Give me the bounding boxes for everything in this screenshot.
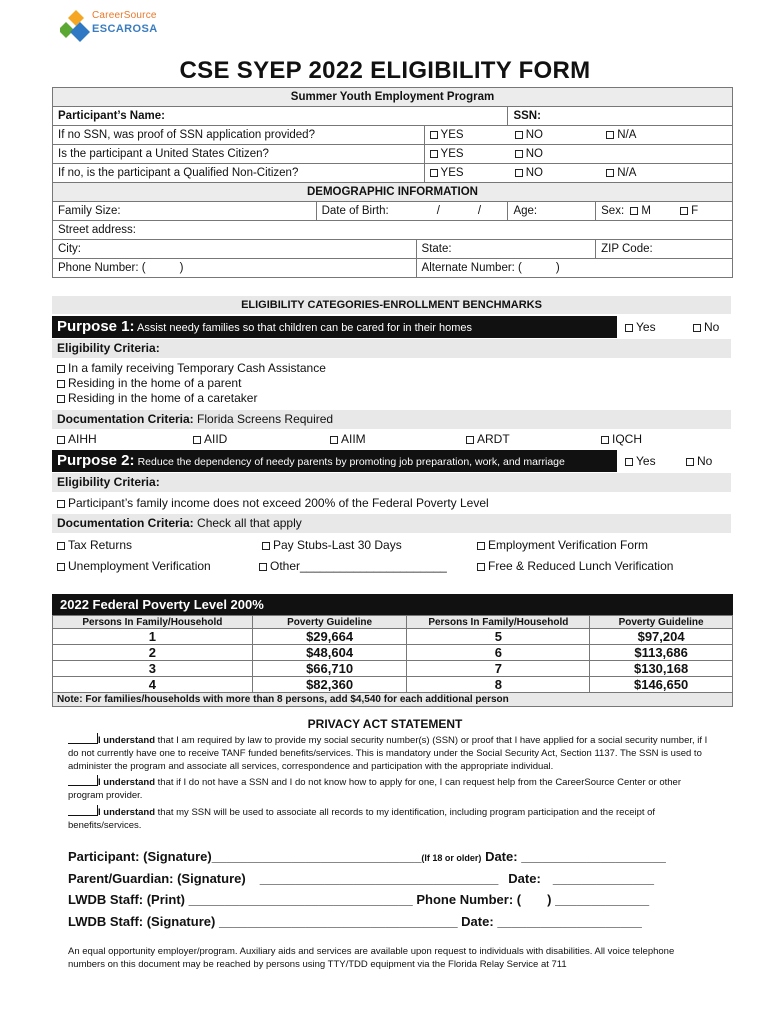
answer-row-1	[424, 126, 732, 145]
fpl-title: 2022 Federal Poverty Level 200%	[52, 594, 733, 616]
checkbox-icon	[57, 395, 65, 403]
checkbox-icon	[330, 436, 338, 444]
checkbox-icon	[515, 131, 523, 139]
checkbox-icon	[57, 542, 65, 550]
checkbox-icon	[57, 380, 65, 388]
doc-pay-stubs[interactable]: Pay Stubs-Last 30 Days	[262, 538, 402, 552]
checkbox-icon	[430, 150, 438, 158]
page-title: CSE SYEP 2022 ELIGIBILITY FORM	[179, 57, 591, 84]
fpl-cell: 7	[407, 661, 590, 677]
fpl-cell: $48,604	[252, 645, 407, 661]
eligibility-heading: ELIGIBILITY CATEGORIES-ENROLLMENT BENCHMARKS	[52, 296, 731, 314]
sex-m-checkbox[interactable]	[630, 207, 638, 215]
doc-iqch[interactable]: IQCH	[601, 432, 642, 446]
fpl-cell: $113,686	[590, 645, 733, 661]
family-size-field[interactable]: Family Size:	[53, 202, 317, 221]
fpl-col-persons: Persons In Family/Household	[407, 616, 590, 629]
fpl-col-guideline: Poverty Guideline	[252, 616, 407, 629]
purpose-1-yes[interactable]: Yes	[625, 320, 656, 334]
doc-aiid[interactable]: AIID	[193, 432, 227, 446]
p2-item-1[interactable]: Participant’s family income does not exceed 200% of the Federal Poverty Level	[57, 496, 489, 510]
fpl-cell: $146,650	[590, 677, 733, 693]
doc-tax-returns[interactable]: Tax Returns	[57, 538, 132, 552]
fpl-cell: 4	[53, 677, 253, 693]
fpl-col-guideline: Poverty Guideline	[590, 616, 733, 629]
doc-employment-verification[interactable]: Employment Verification Form	[477, 538, 648, 552]
fpl-cell: 5	[407, 629, 590, 645]
sex-f-checkbox[interactable]	[680, 207, 688, 215]
checkbox-icon	[193, 436, 201, 444]
fpl-cell: 2	[53, 645, 253, 661]
privacy-para-2: I understand that if I do not have a SSN and I do not know how to apply for one, I can request help from the CareerSource Center or other program provider.	[68, 777, 681, 801]
doc-aihh[interactable]: AIHH	[57, 432, 97, 446]
purpose-2-yes[interactable]: Yes	[625, 454, 656, 468]
logo-line2: ESCAROSA	[92, 23, 158, 35]
table-row	[53, 661, 733, 677]
question-ssn-proof: If no SSN, was proof of SSN application provided?	[53, 126, 425, 145]
privacy-para-1: I understand that I am required by law to provide my social security number(s) (SSN) or proof that I have applied for a social security number, if I do not currently have one to receive TANF funded benefits/services. This is mandatory under the Social Security Act, Section 1137. The SSN is used to administer the program and associate all services, correspondence and participation with the appropriate individual.	[68, 735, 708, 772]
fpl-cell: 8	[407, 677, 590, 693]
purpose-2-bar: Purpose 2: Reduce the dependency of needy parents by promoting job preparation, work, and marriage	[52, 450, 617, 472]
city-field[interactable]: City:	[53, 240, 417, 259]
doc-other[interactable]: Other______________________	[259, 559, 447, 573]
table-row	[53, 645, 733, 661]
dob-field[interactable]: Date of Birth: / /	[316, 202, 508, 221]
staff-print-line[interactable]: LWDB Staff: (Print) _______________________________ Phone Number: ( ) _____________	[68, 892, 650, 907]
state-field[interactable]: State:	[416, 240, 596, 259]
fpl-table	[52, 615, 733, 693]
checkbox-icon	[477, 563, 485, 571]
fpl-cell: 3	[53, 661, 253, 677]
fpl-cell: 1	[53, 629, 253, 645]
purpose-2-no[interactable]: No	[686, 454, 712, 468]
checkbox-icon	[693, 324, 701, 332]
phone-field[interactable]: Phone Number: ( )	[53, 259, 417, 278]
p1-item-3[interactable]: Residing in the home of a caretaker	[57, 391, 257, 405]
alt-phone-field[interactable]: Alternate Number: ( )	[416, 259, 732, 278]
checkbox-icon	[57, 563, 65, 571]
p1-item-2[interactable]: Residing in the home of a parent	[57, 376, 241, 390]
footer-disclaimer: An equal opportunity employer/program. Auxiliary aids and services are available upon request to individuals with disabilities. All voice telephone numbers on this document may be reached by persons using TTY/TDD equipment via the Florida Relay Service at 711	[68, 946, 675, 970]
table-row	[53, 677, 733, 693]
participant-signature-line[interactable]: Participant: (Signature)_____________________________(If 18 or older) Date: ____________________	[68, 849, 666, 864]
checkbox-icon	[57, 500, 65, 508]
question-citizen: Is the participant a United States Citizen?	[53, 145, 425, 164]
no-checkbox[interactable]: NO	[515, 129, 543, 141]
zip-field[interactable]: ZIP Code:	[596, 240, 733, 259]
fpl-cell: $66,710	[252, 661, 407, 677]
checkbox-icon	[606, 169, 614, 177]
ssn-field[interactable]: SSN:	[508, 107, 733, 126]
yes-checkbox[interactable]: YES	[430, 148, 464, 160]
fpl-cell: $29,664	[252, 629, 407, 645]
program-heading: Summer Youth Employment Program	[53, 88, 733, 107]
checkbox-icon	[430, 169, 438, 177]
logo-line1: CareerSource	[92, 10, 157, 21]
no-checkbox[interactable]: NO	[515, 167, 543, 179]
careersource-logo	[60, 8, 170, 44]
fpl-cell: $130,168	[590, 661, 733, 677]
participant-name-field[interactable]: Participant’s Name:	[53, 107, 508, 126]
checkbox-icon	[262, 542, 270, 550]
logo-mark-icon	[60, 8, 92, 44]
checkbox-icon	[477, 542, 485, 550]
staff-signature-line[interactable]: LWDB Staff: (Signature) _________________________________ Date: ____________________	[68, 914, 642, 929]
p2-criteria-label: Eligibility Criteria:	[52, 473, 731, 492]
doc-aiim[interactable]: AIIM	[330, 432, 366, 446]
doc-free-lunch[interactable]: Free & Reduced Lunch Verification	[477, 559, 673, 573]
fpl-cell: $82,360	[252, 677, 407, 693]
no-checkbox[interactable]: NO	[515, 148, 543, 160]
checkbox-icon	[430, 131, 438, 139]
yes-checkbox[interactable]: YES	[430, 129, 464, 141]
answer-row-2	[424, 145, 732, 164]
checkbox-icon	[686, 458, 694, 466]
checkbox-icon	[466, 436, 474, 444]
na-checkbox[interactable]: N/A	[606, 167, 636, 179]
p1-criteria-label: Eligibility Criteria:	[52, 339, 731, 358]
doc-ardt[interactable]: ARDT	[466, 432, 510, 446]
privacy-title: PRIVACY ACT STATEMENT	[307, 717, 463, 731]
checkbox-icon	[625, 324, 633, 332]
p1-item-1[interactable]: In a family receiving Temporary Cash Assistance	[57, 361, 326, 375]
checkbox-icon	[515, 150, 523, 158]
age-field[interactable]: Age:	[508, 202, 596, 221]
checkbox-icon	[57, 436, 65, 444]
initial-blank-2[interactable]	[68, 775, 98, 786]
checkbox-icon	[625, 458, 633, 466]
checkbox-icon	[515, 169, 523, 177]
answer-row-3	[424, 164, 732, 183]
purpose-1-no[interactable]: No	[693, 320, 719, 334]
initial-blank-1[interactable]	[68, 733, 98, 744]
yes-checkbox[interactable]: YES	[430, 167, 464, 179]
fpl-col-persons: Persons In Family/Household	[53, 616, 253, 629]
street-field[interactable]: Street address:	[53, 221, 733, 240]
participant-table	[52, 87, 733, 278]
p2-doc-row: Documentation Criteria: Check all that apply	[52, 514, 731, 533]
fpl-note: Note: For families/households with more than 8 persons, add $4,540 for each additional person	[52, 693, 733, 707]
privacy-para-3: I understand that my SSN will be used to associate all records to my identification, including program participation and the receipt of benefits/services.	[68, 807, 656, 831]
p1-doc-row: Documentation Criteria: Florida Screens Required	[52, 410, 731, 429]
checkbox-icon	[259, 563, 267, 571]
sex-field[interactable]: Sex: M F	[596, 202, 733, 221]
checkbox-icon	[606, 131, 614, 139]
checkbox-icon	[57, 365, 65, 373]
na-checkbox[interactable]: N/A	[606, 129, 636, 141]
fpl-cell: $97,204	[590, 629, 733, 645]
doc-unemployment[interactable]: Unemployment Verification	[57, 559, 211, 573]
demographic-heading: DEMOGRAPHIC INFORMATION	[53, 183, 733, 202]
fpl-cell: 6	[407, 645, 590, 661]
guardian-signature-line[interactable]: Parent/Guardian: (Signature) _________________________________ Date: ______________	[68, 871, 655, 886]
initial-blank-3[interactable]	[68, 805, 98, 816]
question-noncitizen: If no, is the participant a Qualified Non-Citizen?	[53, 164, 425, 183]
purpose-1-bar: Purpose 1: Assist needy families so that children can be cared for in their homes	[52, 316, 617, 338]
checkbox-icon	[601, 436, 609, 444]
table-row	[53, 629, 733, 645]
